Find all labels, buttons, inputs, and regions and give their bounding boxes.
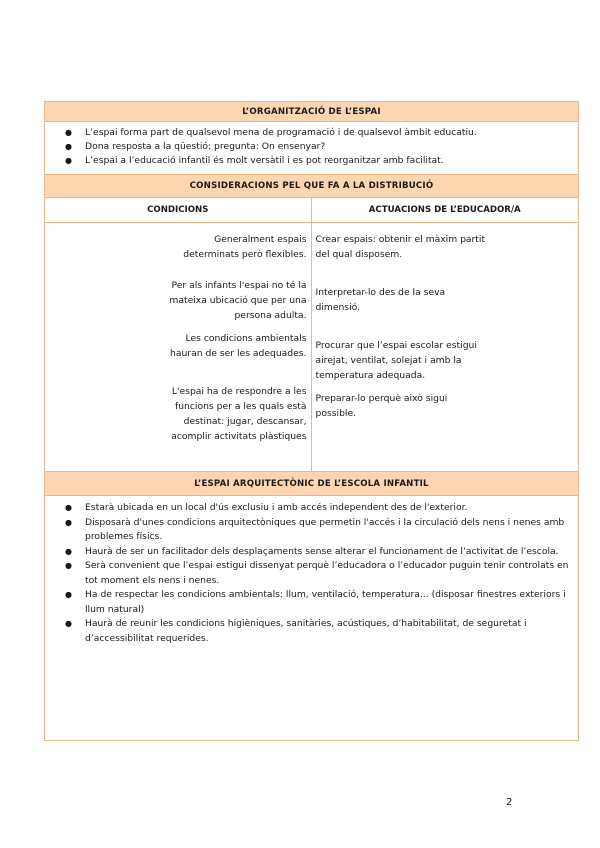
bullet-icon: ●: [65, 546, 72, 556]
bullet-icon: ●: [65, 128, 72, 137]
list-item: ● Ha de respectar les condicions ambientals: llum, ventilació, temperatura... (disposar finestres exteriors i llum natural): [65, 589, 566, 615]
section-organitzacio-body: [44, 122, 579, 175]
list-item: ● Haurà de ser un facilitador dels desplaçaments sense alterar el funcionament de l’activitat de l’escola.: [45, 545, 572, 560]
action-item: Crear espais: obtenir el màxim partit del qual disposem.: [315, 234, 486, 260]
list-item: ● Estarà ubicada en un local d'ús exclusiu i amb accés independent des de l'exterior.: [45, 501, 572, 516]
list-item: ● L’espai a l’educació infantil és molt versàtil i es pot reorganitzar amb facilitat.: [45, 154, 572, 168]
condition-item: Les condicions ambientals hauran de ser les adequades.: [170, 333, 307, 359]
condicions-column: [45, 198, 312, 471]
condition-item: Per als infants l'espai no té la mateixa ubicació que per una persona adulta.: [169, 280, 307, 321]
bullet-icon: ●: [65, 517, 72, 527]
actuacions-header: ACTUACIONS DE L’EDUCADOR/A: [312, 198, 579, 223]
bullet-icon: ●: [65, 590, 72, 599]
list-item: ● Disposarà d'unes condicions arquitectòniques que permetin l'accés i la circulació dels nens i nenes amb problemes físics.: [65, 516, 565, 542]
condition-item: L'espai ha de respondre a les funcions per a les quals està destinat: jugar, descansar, acomplir activitats plàstiques: [171, 386, 307, 442]
actuacions-column: [312, 198, 579, 471]
list-item: ● Haurà de reunir les condicions higièniques, sanitàries, acústiques, d’habitabilitat, de seguretat i d’accessibilitat requerides.: [65, 618, 527, 644]
list-item: ● Serà convenient que l’espai estigui dissenyat perquè l’educadora o l’educador puguin tenir controlats en tot moment els nens i nenes.: [65, 560, 569, 586]
action-item: Procurar que l’espai escolar estigui airejat, ventilat, solejat i amb la temperatura adequada.: [315, 340, 477, 381]
bullet-icon: ●: [65, 142, 72, 152]
condicions-header: CONDICIONS: [45, 198, 311, 223]
section-arquitectonic-title: L’ESPAI ARQUITECTÒNIC DE L’ESCOLA INFANTIL: [44, 472, 579, 496]
bullet-icon: ●: [65, 619, 72, 628]
section-distribucio-title: CONSIDERACIONS PEL QUE FA A LA DISTRIBUCIÓ: [44, 175, 579, 198]
action-item: Preparar-lo perquè això sigui possible.: [315, 393, 448, 419]
distribucio-columns: [44, 198, 579, 472]
section-organitzacio-title: L’ORGANITZACIÓ DE L’ESPAI: [44, 101, 579, 122]
list-item: ● L’espai forma part de qualsevol mena de programació i de qualsevol àmbit educatiu.: [45, 126, 572, 140]
document-table: [44, 101, 579, 741]
page-number: 2: [506, 797, 513, 808]
bullet-icon: ●: [65, 503, 72, 512]
condition-item: Generalment espais determinats però flexibles.: [183, 234, 307, 260]
bullet-icon: ●: [65, 156, 72, 166]
section-arquitectonic-body: [44, 496, 579, 741]
list-item: ● Dona resposta a la qüestió: pregunta: On ensenyar?: [45, 140, 572, 154]
bullet-icon: ●: [65, 561, 72, 570]
action-item: Interpretar-lo des de la seva dimensió.: [315, 287, 446, 313]
